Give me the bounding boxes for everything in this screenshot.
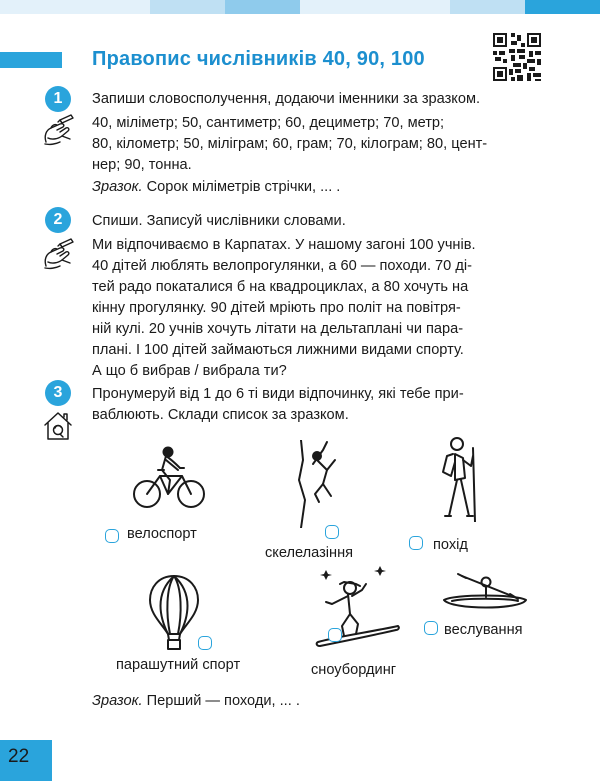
activity-checkbox[interactable] [105, 529, 119, 543]
activity-checkbox[interactable] [328, 628, 342, 642]
snowboarder-icon [310, 564, 402, 648]
title-accent-bar [0, 52, 62, 68]
activity-label: веслування [444, 622, 523, 638]
exercise-1-sample [92, 177, 540, 198]
text-line: ваблюють. Склади список за зразком. [92, 407, 349, 423]
exercise-1-number: 1 [45, 86, 71, 112]
sample-text: Сорок міліметрів стрічки, ... . [146, 179, 341, 195]
text-line: 40 дітей люблять велопрогулянки, а 60 — походи. 70 ді- [92, 258, 472, 274]
activity-label: парашутний спорт [116, 657, 241, 673]
cyclist-icon [132, 446, 206, 510]
activity-label: велоспорт [127, 526, 197, 542]
home-task-icon [42, 410, 74, 442]
exercise-2-body [92, 235, 540, 382]
text-line: ній кулі. 20 учнів хочуть літати на дельтаплані чи пара- [92, 321, 464, 337]
activity-checkbox[interactable] [198, 636, 212, 650]
hiker-icon [433, 436, 483, 522]
activity-checkbox[interactable] [424, 621, 438, 635]
climber-icon [293, 440, 341, 528]
page-number: 22 [8, 746, 30, 767]
exercise-3-instruction [92, 384, 540, 426]
exercise-2-instruction: Спиши. Записуй числівники словами. [92, 213, 346, 229]
top-stripes [0, 0, 600, 14]
sample-label: Зразок. [92, 693, 143, 709]
exercise-3-sample [92, 691, 540, 712]
hot-air-balloon-icon [148, 574, 200, 652]
text-line: Ми відпочиваємо в Карпатах. У нашому загоні 100 учнів. [92, 237, 476, 253]
activity-label: похід [433, 537, 468, 553]
text-line: кінну прогулянку. 90 дітей мріють про політ на повітря- [92, 300, 461, 316]
pencil-hand-icon [40, 112, 76, 148]
pencil-hand-icon [40, 236, 76, 272]
qr-code-icon[interactable] [493, 33, 541, 81]
text-line: 80, кілометр; 50, міліграм; 60, грам; 70, кілограм; 80, цент- [92, 136, 488, 152]
sample-text: Перший — походи, ... . [146, 693, 300, 709]
text-line: нер; 90, тонна. [92, 157, 192, 173]
page-title: Правопис числівників 40, 90, 100 [92, 48, 425, 70]
exercise-1-body [92, 113, 540, 176]
text-line: Пронумеруй від 1 до 6 ті види відпочинку, які тебе при- [92, 386, 464, 402]
text-line: плані. І 100 дітей займаються лижними видами спорту. [92, 342, 464, 358]
text-line: тей радо покаталися б на квадроциклах, а 80 хочуть на [92, 279, 469, 295]
text-line: 40, міліметр; 50, сантиметр; 60, дециметр; 70, метр; [92, 115, 445, 131]
exercise-3-number: 3 [45, 380, 71, 406]
activity-label: сноубординг [311, 662, 397, 678]
exercise-2-number: 2 [45, 207, 71, 233]
kayak-icon [440, 572, 530, 616]
exercise-1-instruction: Запиши словосполучення, додаючи іменники за зразком. [92, 91, 481, 107]
activity-checkbox[interactable] [409, 536, 423, 550]
sample-label: Зразок. [92, 179, 143, 195]
activity-label: скелелазіння [265, 545, 354, 561]
activity-checkbox[interactable] [325, 525, 339, 539]
text-line: А що б вибрав / вибрала ти? [92, 363, 287, 379]
